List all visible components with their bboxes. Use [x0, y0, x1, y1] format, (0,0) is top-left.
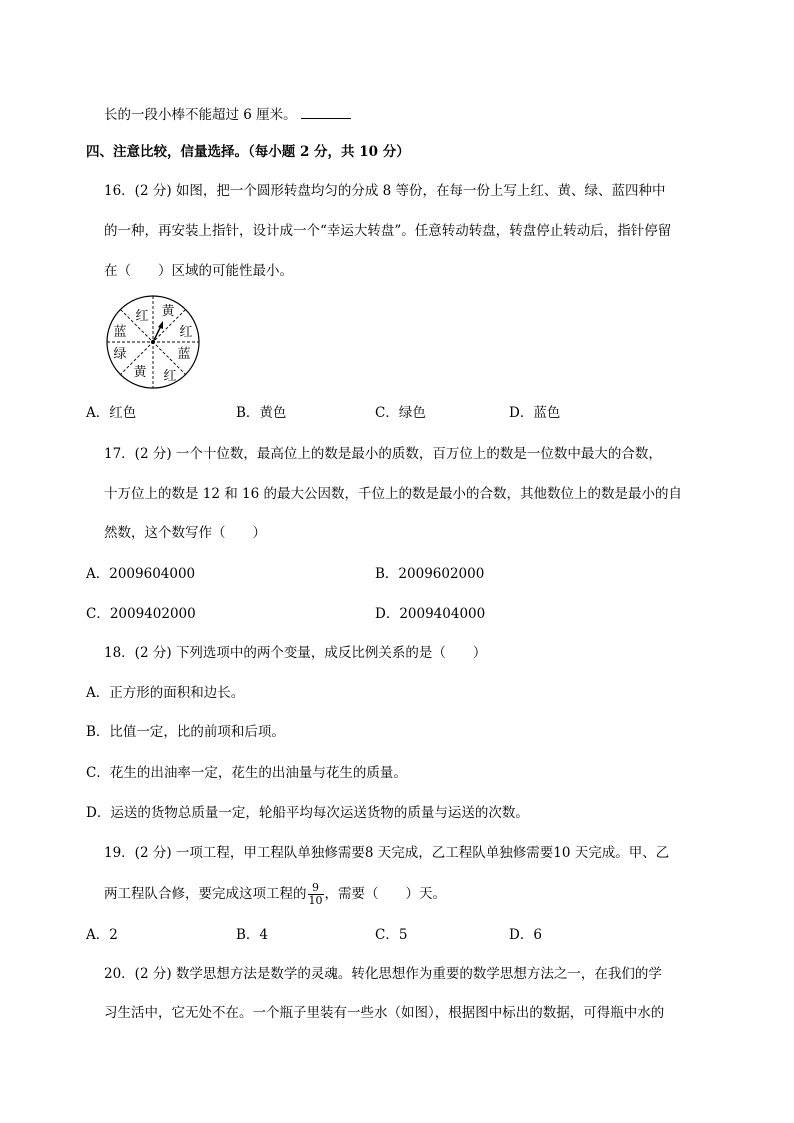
q17-option-b[interactable]: B．2009602000 [375, 566, 485, 582]
pointer-arrow-icon [158, 321, 163, 329]
q19-option-b[interactable]: B．4 [236, 927, 269, 943]
q19-line2 [104, 881, 446, 907]
q19-option-a[interactable]: A．2 [86, 927, 118, 943]
q18-option-d[interactable]: D．运送的货物总质量一定，轮船平均每次运送货物的质量与运送的次数。 [86, 805, 529, 821]
wheel-label: 蓝 [177, 347, 191, 362]
q18-option-c[interactable]: C．花生的出油率一定，花生的出油量与花生的质量。 [86, 765, 407, 781]
q16-option-d[interactable]: D．蓝色 [509, 405, 561, 421]
q17-line3: 然数，这个数写作（ ） [104, 525, 266, 541]
q19-option-d[interactable]: D．6 [509, 927, 542, 943]
q17-option-a[interactable]: A．2009604000 [86, 566, 196, 582]
q19-line2-pre: 两工程队合修，要完成这项工程的 [104, 886, 307, 902]
q18-option-b[interactable]: B．比值一定，比的前项和后项。 [86, 724, 285, 740]
q17-line2: 十万位上的数是 12 和 16 的最大公因数，千位上的数是最小的合数，其他数位上的数是最小的自 [104, 486, 683, 502]
q19-line1: 19．(2 分) 一项工程，甲工程队单独修需要8 天完成，乙工程队单独修需要10 天完成。甲、乙 [104, 845, 670, 861]
q16-option-b[interactable]: B．黄色 [236, 405, 287, 421]
top-line-text: 长的一段小棒不能超过 6 厘米。 [104, 107, 297, 123]
wheel-label: 蓝 [113, 325, 127, 340]
fraction-numerator: 9 [308, 882, 324, 895]
wheel-label: 黄 [133, 365, 147, 380]
q17-option-c[interactable]: C．2009402000 [86, 606, 196, 622]
top-line [104, 104, 351, 125]
q17-option-d[interactable]: D．2009404000 [375, 606, 486, 622]
pointer-needle [153, 326, 161, 342]
fraction [308, 882, 324, 907]
wheel-label: 绿 [113, 347, 127, 362]
wheel-label: 红 [163, 369, 177, 384]
q16-line3: 在（ ）区域的可能性最小。 [104, 263, 293, 279]
q17-line1: 17．(2 分) 一个十位数，最高位上的数是最小的质数，百万位上的数是一位数中最大的合数， [104, 446, 662, 462]
q18-line1: 18．(2 分) 下列选项中的两个变量，成反比例关系的是（ ） [104, 645, 487, 661]
q16-option-c[interactable]: C．绿色 [375, 405, 426, 421]
q20-line1: 20．(2 分) 数学思想方法是数学的灵魂。转化思想作为重要的数学思想方法之一，在我们的学 [104, 966, 662, 982]
q18-option-a[interactable]: A．正方形的面积和边长。 [86, 685, 245, 701]
q19-option-c[interactable]: C．5 [375, 927, 408, 943]
section-title: 四、注意比较，信量选择。（每小题 2 分，共 10 分） [86, 144, 410, 160]
q16-line1: 16．(2 分) 如图，把一个圆形转盘均匀的分成 8 等份，在每一份上写上红、黄、绿、蓝四种中 [104, 183, 666, 199]
wheel-label: 红 [135, 309, 149, 324]
wheel-label: 黄 [161, 304, 175, 319]
answer-blank [301, 104, 351, 119]
pointer-hub [151, 340, 155, 344]
q19-line2-post: ，需要（ ）天。 [324, 886, 446, 902]
q16-line2: 的一种，再安装上指针，设计成一个“幸运大转盘”。任意转动转盘，转盘停止转动后，指针停留 [104, 223, 672, 239]
q20-line2: 习生活中，它无处不在。一个瓶子里装有一些水（如图），根据图中标出的数据，可得瓶中水的 [104, 1005, 665, 1021]
wheel-label: 红 [179, 325, 193, 340]
fraction-denominator: 10 [308, 894, 323, 907]
q16-option-a[interactable]: A．红色 [86, 405, 137, 421]
spinner-wheel-figure [104, 293, 202, 391]
